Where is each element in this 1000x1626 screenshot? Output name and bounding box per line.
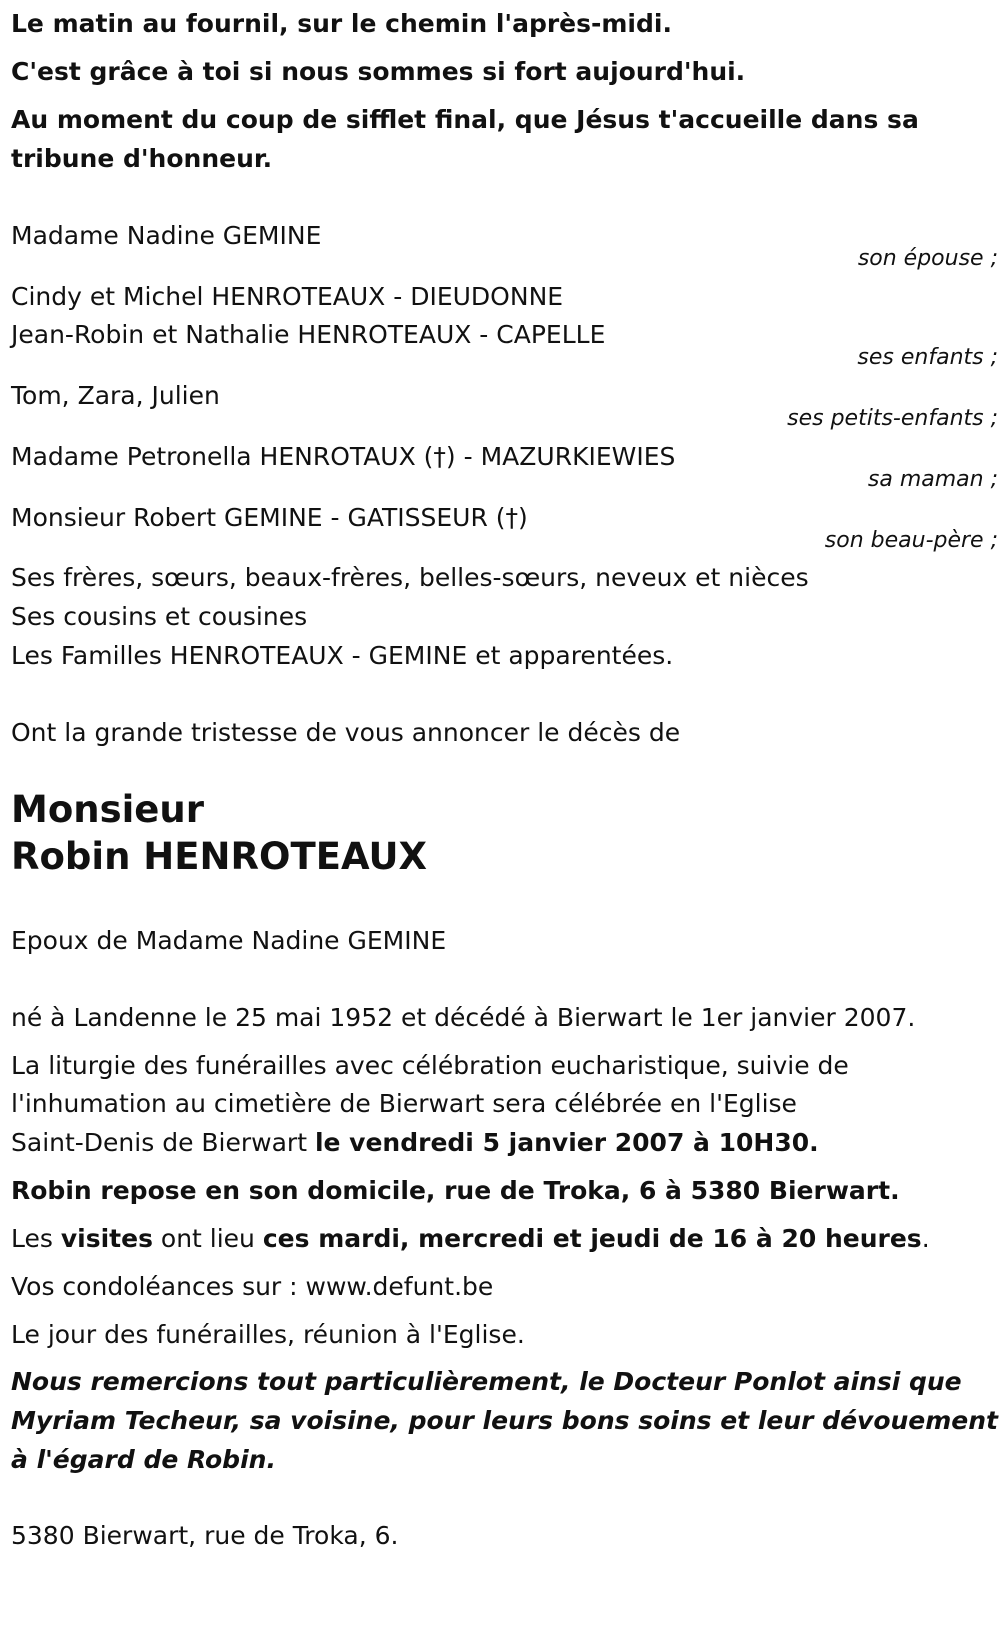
deceased-title: Monsieur xyxy=(11,788,204,831)
visits-schedule: ces mardi, mercredi et jeudi de 16 à 20 heures xyxy=(262,1224,922,1253)
intro-line-2: C'est grâce à toi si nous sommes si fort aujourd'hui. xyxy=(11,57,746,86)
families-line: Les Familles HENROTEAUX - GEMINE et apparentées. xyxy=(11,641,674,670)
cousins-line: Ses cousins et cousines xyxy=(11,602,308,631)
condolences-line: Vos condoléances sur : www.defunt.be xyxy=(11,1272,494,1301)
visits-text-e: . xyxy=(921,1224,930,1253)
funeral-place: Saint-Denis de Bierwart xyxy=(11,1128,315,1157)
thanks-line-3: à l'égard de Robin. xyxy=(11,1445,276,1474)
children-role: ses enfants ; xyxy=(857,345,998,370)
mother-name: Madame Petronella HENROTAUX (†) - MAZURKIEWIES xyxy=(11,442,676,471)
visits-text-c: ont lieu xyxy=(152,1224,263,1253)
spouse-role: son épouse ; xyxy=(857,246,998,271)
child-2-name: Jean-Robin et Nathalie HENROTEAUX - CAPELLE xyxy=(11,320,606,349)
funeral-line-2: l'inhumation au cimetière de Bierwart sera célébrée en l'Eglise xyxy=(11,1089,797,1118)
gathering-line: Le jour des funérailles, réunion à l'Eglise. xyxy=(11,1320,525,1349)
siblings-line: Ses frères, sœurs, beaux-frères, belles-sœurs, neveux et nièces xyxy=(11,563,809,592)
funeral-date: le vendredi 5 janvier 2007 à 10H30. xyxy=(314,1128,819,1157)
grandchildren-names: Tom, Zara, Julien xyxy=(11,381,220,410)
visits-line xyxy=(11,1219,930,1259)
spouse-name: Madame Nadine GEMINE xyxy=(11,221,322,250)
rests-line: Robin repose en son domicile, rue de Troka, 6 à 5380 Bierwart. xyxy=(11,1176,900,1205)
child-1-name: Cindy et Michel HENROTEAUX - DIEUDONNE xyxy=(11,282,564,311)
grandchildren-role: ses petits-enfants ; xyxy=(787,406,998,431)
deceased-name: Robin HENROTEAUX xyxy=(11,835,428,878)
funeral-line-3 xyxy=(11,1123,819,1163)
announcement-text: Ont la grande tristesse de vous annoncer le décès de xyxy=(11,718,681,747)
visits-text-a: Les xyxy=(11,1224,61,1253)
intro-line-1: Le matin au fournil, sur le chemin l'après-midi. xyxy=(11,9,672,38)
intro-line-3a: Au moment du coup de sifflet final, que Jésus t'accueille dans sa xyxy=(11,105,919,134)
father-in-law-role: son beau-père ; xyxy=(824,528,998,553)
spouse-of-line: Epoux de Madame Nadine GEMINE xyxy=(11,926,447,955)
thanks-line-2: Myriam Techeur, sa voisine, pour leurs bons soins et leur dévouement xyxy=(11,1406,998,1435)
birth-death-line: né à Landenne le 25 mai 1952 et décédé à Bierwart le 1er janvier 2007. xyxy=(11,1003,916,1032)
intro-line-3b: tribune d'honneur. xyxy=(11,144,273,173)
mother-role: sa maman ; xyxy=(867,467,998,492)
address-line: 5380 Bierwart, rue de Troka, 6. xyxy=(11,1521,399,1550)
thanks-line-1: Nous remercions tout particulièrement, le Docteur Ponlot ainsi que xyxy=(11,1367,962,1396)
visits-keyword: visites xyxy=(60,1224,153,1253)
father-in-law-name: Monsieur Robert GEMINE - GATISSEUR (†) xyxy=(11,503,528,532)
funeral-line-1: La liturgie des funérailles avec célébration eucharistique, suivie de xyxy=(11,1051,849,1080)
